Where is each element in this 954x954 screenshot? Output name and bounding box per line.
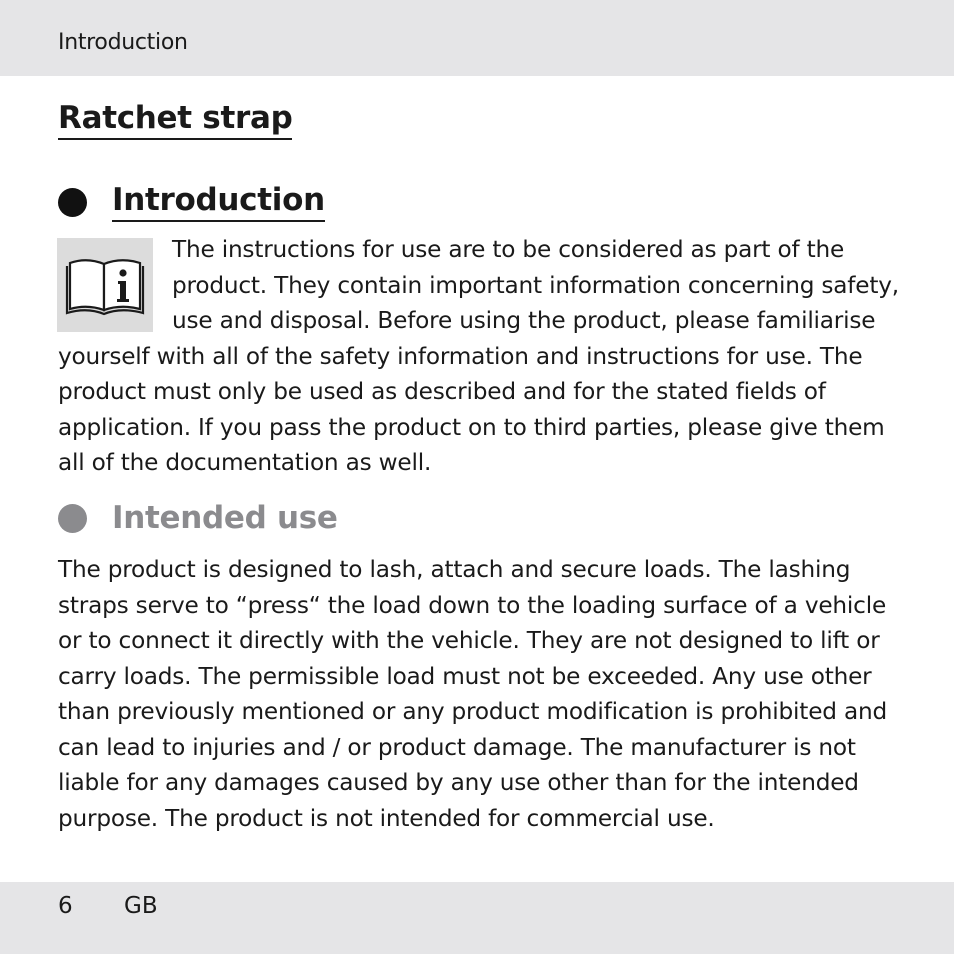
text-line: application. If you pass the product on to third parties, please give them xyxy=(58,413,885,441)
header-section-label: Introduction xyxy=(58,30,188,55)
text-line: all of the documentation as well. xyxy=(58,449,432,476)
text-line: can lead to injuries and / or product damage. The manufacturer is not xyxy=(58,733,856,761)
text-line: yourself with all of the safety information and instructions for use. The xyxy=(58,342,863,370)
text-line: or to connect it directly with the vehicle. They are not designed to lift or xyxy=(58,627,880,654)
text-line: straps serve to “press“ the load down to the loading surface of a vehicle xyxy=(58,591,887,619)
text-line: purpose. The product is not intended for commercial use. xyxy=(58,804,715,832)
intended-use-heading-text: Intended use xyxy=(112,500,338,536)
text-line: product. They contain important information concerning safety, xyxy=(172,271,899,299)
intended-use-paragraph xyxy=(58,552,887,836)
text-line: liable for any damages caused by any use other than for the intended xyxy=(58,769,859,796)
text-line: carry loads. The permissible load must not be exceeded. Any use other xyxy=(58,662,872,690)
bullet-icon xyxy=(58,504,87,533)
introduction-paragraph xyxy=(58,232,899,481)
text-line: use and disposal. Before using the product, please familiarise xyxy=(172,307,876,334)
text-line: The product is designed to lash, attach and secure loads. The lashing xyxy=(58,556,851,583)
text-line: than previously mentioned or any product modification is prohibited and xyxy=(58,698,887,725)
text-line: product must only be used as described and for the stated fields of xyxy=(58,378,826,405)
language-code: GB xyxy=(124,893,158,919)
intended-use-heading xyxy=(58,500,338,536)
product-title: Ratchet strap xyxy=(58,100,292,140)
introduction-heading xyxy=(58,182,325,222)
bullet-icon xyxy=(58,188,87,217)
introduction-heading-text: Introduction xyxy=(112,182,325,222)
text-line: The instructions for use are to be considered as part of the xyxy=(172,236,845,263)
page-number: 6 xyxy=(58,893,73,919)
